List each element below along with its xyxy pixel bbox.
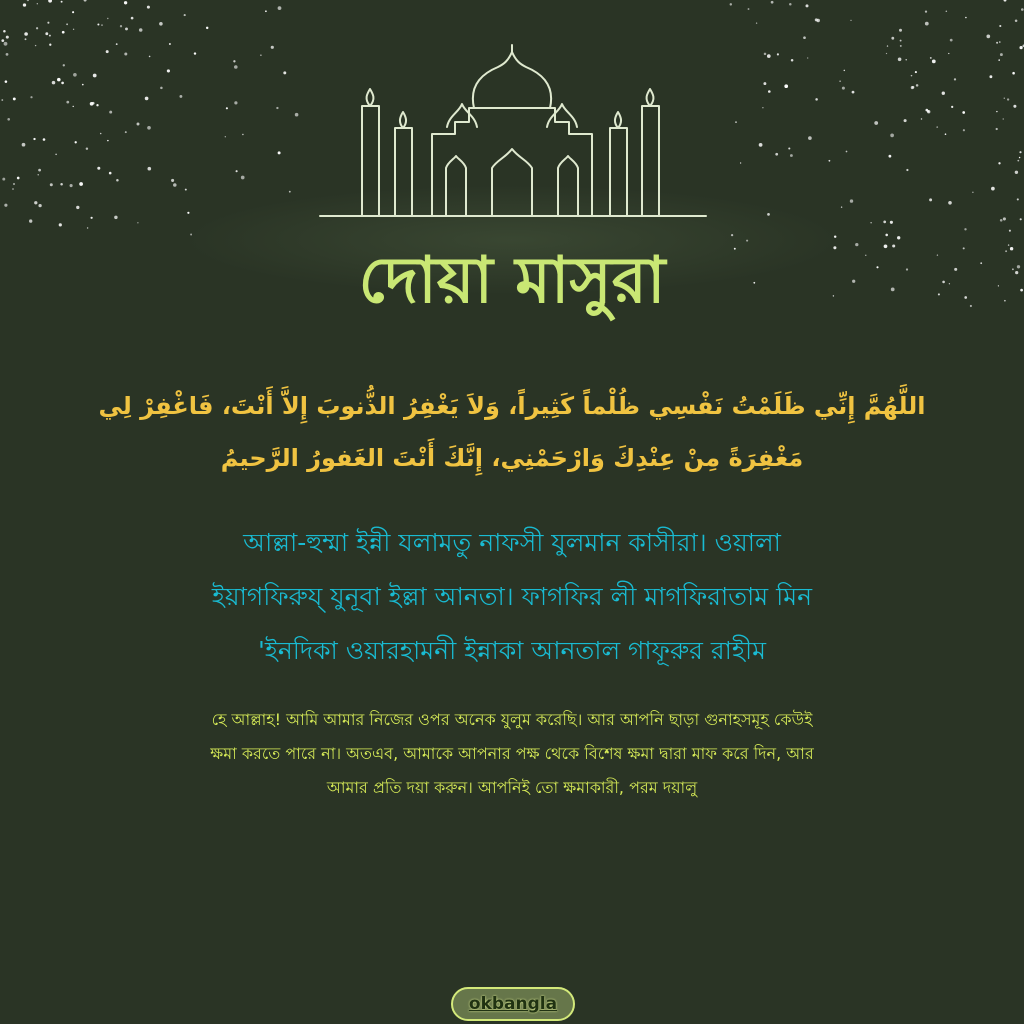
meaning-text (40, 703, 984, 805)
transliteration-line: 'ইনদিকা ওয়ারহামনী ইন্নাকা আনতাল গাফূরুর রাহীম (257, 636, 767, 665)
meaning-line: আমার প্রতি দয়া করুন। আপনিই তো ক্ষমাকারী, পরম দয়ালু (326, 778, 698, 797)
arabic-line: مَغْفِرَةً مِنْ عِنْدِكَ وَارْحَمْنِي، إِنَّكَ أَنْتَ الغَفورُ الرَّحيمُ (220, 444, 804, 472)
meaning-line: হে আল্লাহ! আমি আমার নিজের ওপর অনেক যুলুম করেছি। আর আপনি ছাড়া গুনাহসমূহ কেউই (211, 710, 813, 729)
okbangla-logo: okbangla (451, 987, 575, 1021)
dua-title: দোয়া মাসুরা (358, 244, 666, 318)
arabic-text (24, 380, 1000, 484)
transliteration-text (24, 516, 1000, 678)
transliteration-line: ইয়াগফিরুয্ যুনূবা ইল্লা আনতা। ফাগফির লী মাগফিরাতাম মিন (211, 582, 813, 611)
meaning-line: ক্ষমা করতে পারে না। অতএব, আমাকে আপনার পক্ষ থেকে বিশেষ ক্ষমা দ্বারা মাফ করে দিন, আর (210, 744, 814, 763)
arabic-line: اللَّهُمَّ إِنِّي ظَلَمْتُ نَفْسِي ظُلْماً كَثِيراً، وَلاَ يَغْفِرُ الذُّنوبَ إِلاَّ أَنْتَ، فَاغْفِرْ لِي (98, 392, 926, 420)
transliteration-line: আল্লা-হুম্মা ইন্নী যলামতু নাফসী যুলমান কাসীরা। ওয়ালা (243, 528, 781, 557)
